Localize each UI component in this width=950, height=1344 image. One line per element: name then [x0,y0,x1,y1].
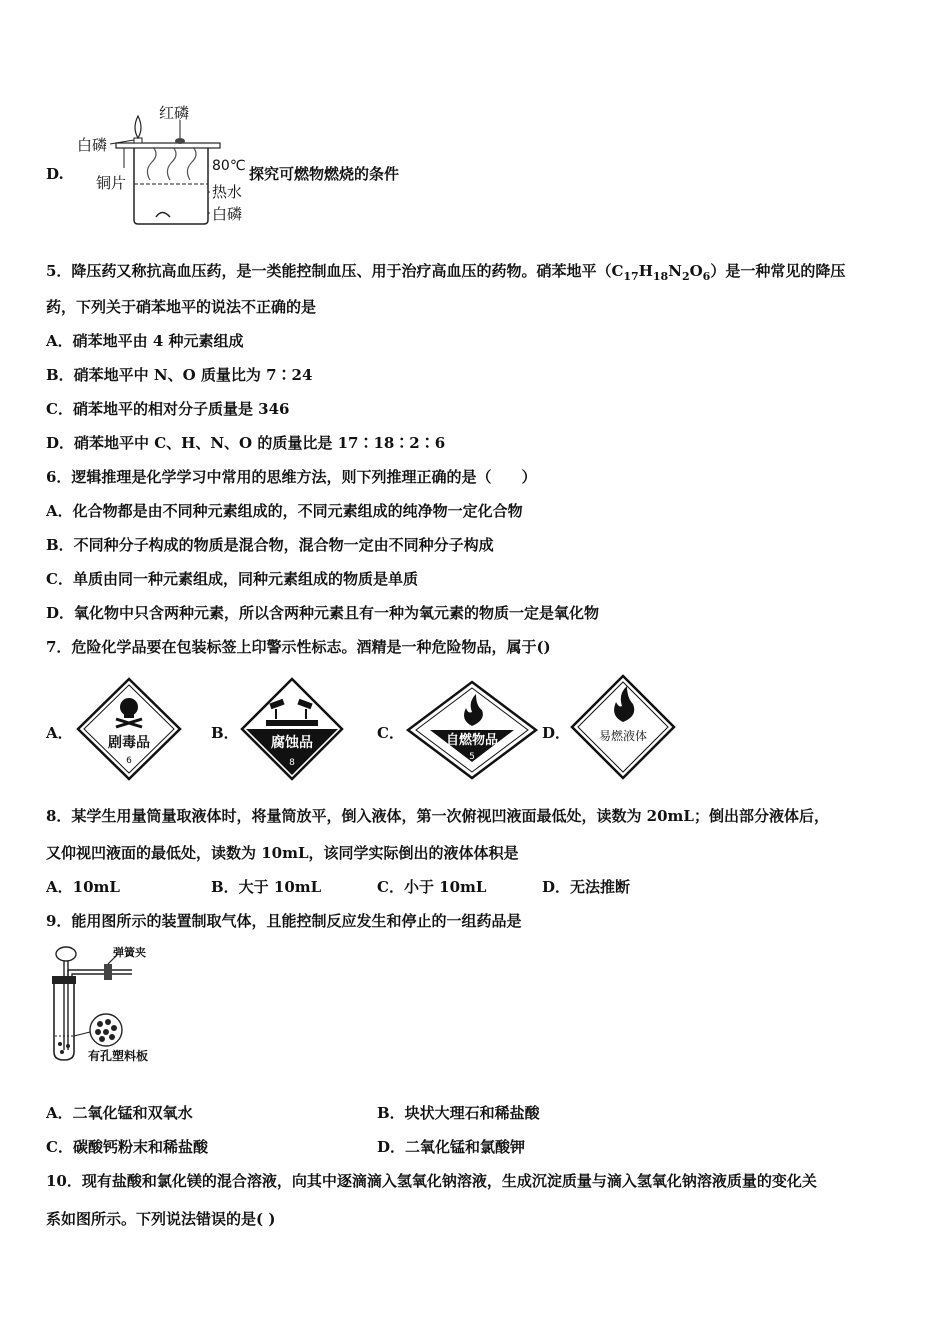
q7-stem: 7．危险化学品要在包装标签上印警示性标志。酒精是一种危险物品，属于() [46,638,551,656]
q6-option-a: A．化合物都是由不同种元素组成的，不同元素组成的纯净物一定化合物 [46,502,523,520]
label-red-phosphorus: 红磷 [159,104,190,122]
q5-formula: $C_{17}H_{18}N_2O_6$ [611,262,711,283]
sign-b-number: 8 [289,758,295,768]
q7-option-c-label: C． [377,724,404,742]
q6-option-c: C．单质由同一种元素组成，同种元素组成的物质是单质 [46,570,418,588]
copper-sheet [116,143,220,148]
q7-option-d-label: D． [542,724,571,742]
flammable-liquid-sign [570,674,676,780]
q7-option-a-label: A． [46,724,73,742]
spontaneous-combustion-sign [406,680,538,780]
q7-option-b-label: B． [211,724,239,742]
q4-option-d-caption: 探究可燃物燃烧的条件 [249,165,400,183]
spring-clamp-icon [104,964,112,980]
sign-a-text: 剧毒品 [108,735,150,751]
label-white-phosphorus-top: 白磷 [77,136,108,154]
q8-option-c: C．小于 10mL [377,878,487,896]
label-temperature: 80℃ [212,158,246,174]
label-copper-sheet: 铜片 [96,174,127,192]
q6-option-d: D．氧化物中只含两种元素，所以含两种元素且有一种为氧元素的物质一定是氧化物 [46,604,600,622]
q8-option-b: B．大于 10mL [211,878,322,896]
q9-option-d: D．二氧化锰和氯酸钾 [377,1138,526,1156]
q6-stem: 6．逻辑推理是化学学习中常用的思维方法，则下列推理正确的是（ ） [46,468,537,486]
funnel-bulb [56,947,76,961]
q5-option-a: A．硝苯地平由 4 种元素组成 [46,332,244,350]
underwater-phosphorus [156,213,170,218]
q5-stem-line2: 药，下列关于硝苯地平的说法不正确的是 [46,298,317,316]
q10-stem-line1: 10．现有盐酸和氯化镁的混合溶液，向其中逐滴滴入氢氧化钠溶液，生成沉淀质量与滴入氢氧化钠溶液质量的变化关 [46,1172,817,1190]
flame [135,116,141,138]
corrosive-sign [240,677,344,781]
q5-stem-text-end: ）是一种常见的降压 [710,262,846,280]
q9-stem: 9．能用图所示的装置制取气体，且能控制反应发生和停止的一组药品是 [46,912,522,930]
q8-stem-line2: 又仰视凹液面的最低处，读数为 10mL，该同学实际倒出的液体体积是 [46,844,519,862]
q5-option-d: D．硝苯地平中 C、H、N、O 的质量比是 17∶18∶2∶6 [46,434,446,452]
beaker [134,148,208,224]
label-white-phosphorus-bottom: 白磷 [212,205,243,223]
q8-option-a: A．10mL [46,878,120,896]
q6-option-b: B．不同种分子构成的物质是混合物，混合物一定由不同种分子构成 [46,536,494,554]
q5-stem-text: 5．降压药又称抗高血压药，是一类能控制血压、用于治疗高血压的药物。硝苯地平（ [46,262,612,280]
sign-b-text: 腐蚀品 [271,735,313,751]
q4-option-d-label: D. [46,165,64,183]
label-spring-clamp: 弹簧夹 [113,946,146,959]
sign-d-text: 易燃液体 [598,729,648,743]
sign-c-number: 5 [469,752,475,762]
steam [147,146,196,180]
q9-option-a: A．二氧化锰和双氧水 [46,1104,193,1122]
label-hot-water: 热水 [212,183,243,201]
sign-a-number: 6 [126,756,132,766]
q8-option-d: D．无法推断 [542,878,631,896]
q10-stem-line2: 系如图所示。下列说法错误的是( ) [46,1210,276,1228]
label-perforated-plate: 有孔塑料板 [88,1049,149,1063]
q5-stem-line1 [46,261,845,287]
red-phosphorus-piece [175,138,185,144]
sign-c-text: 自燃物品 [445,733,499,748]
q9-option-c: C．碳酸钙粉末和稀盐酸 [46,1138,208,1156]
q9-option-b: B．块状大理石和稀盐酸 [377,1104,540,1122]
q5-option-c: C．硝苯地平的相对分子质量是 346 [46,400,290,418]
toxic-sign [76,677,182,781]
q5-option-b: B．硝苯地平中 N、O 质量比为 7∶24 [46,366,313,384]
q8-stem-line1: 8．某学生用量筒量取液体时，将量筒放平，倒入液体，第一次俯视凹液面最低处，读数为 20mL；倒出部分液体后， [46,807,829,825]
